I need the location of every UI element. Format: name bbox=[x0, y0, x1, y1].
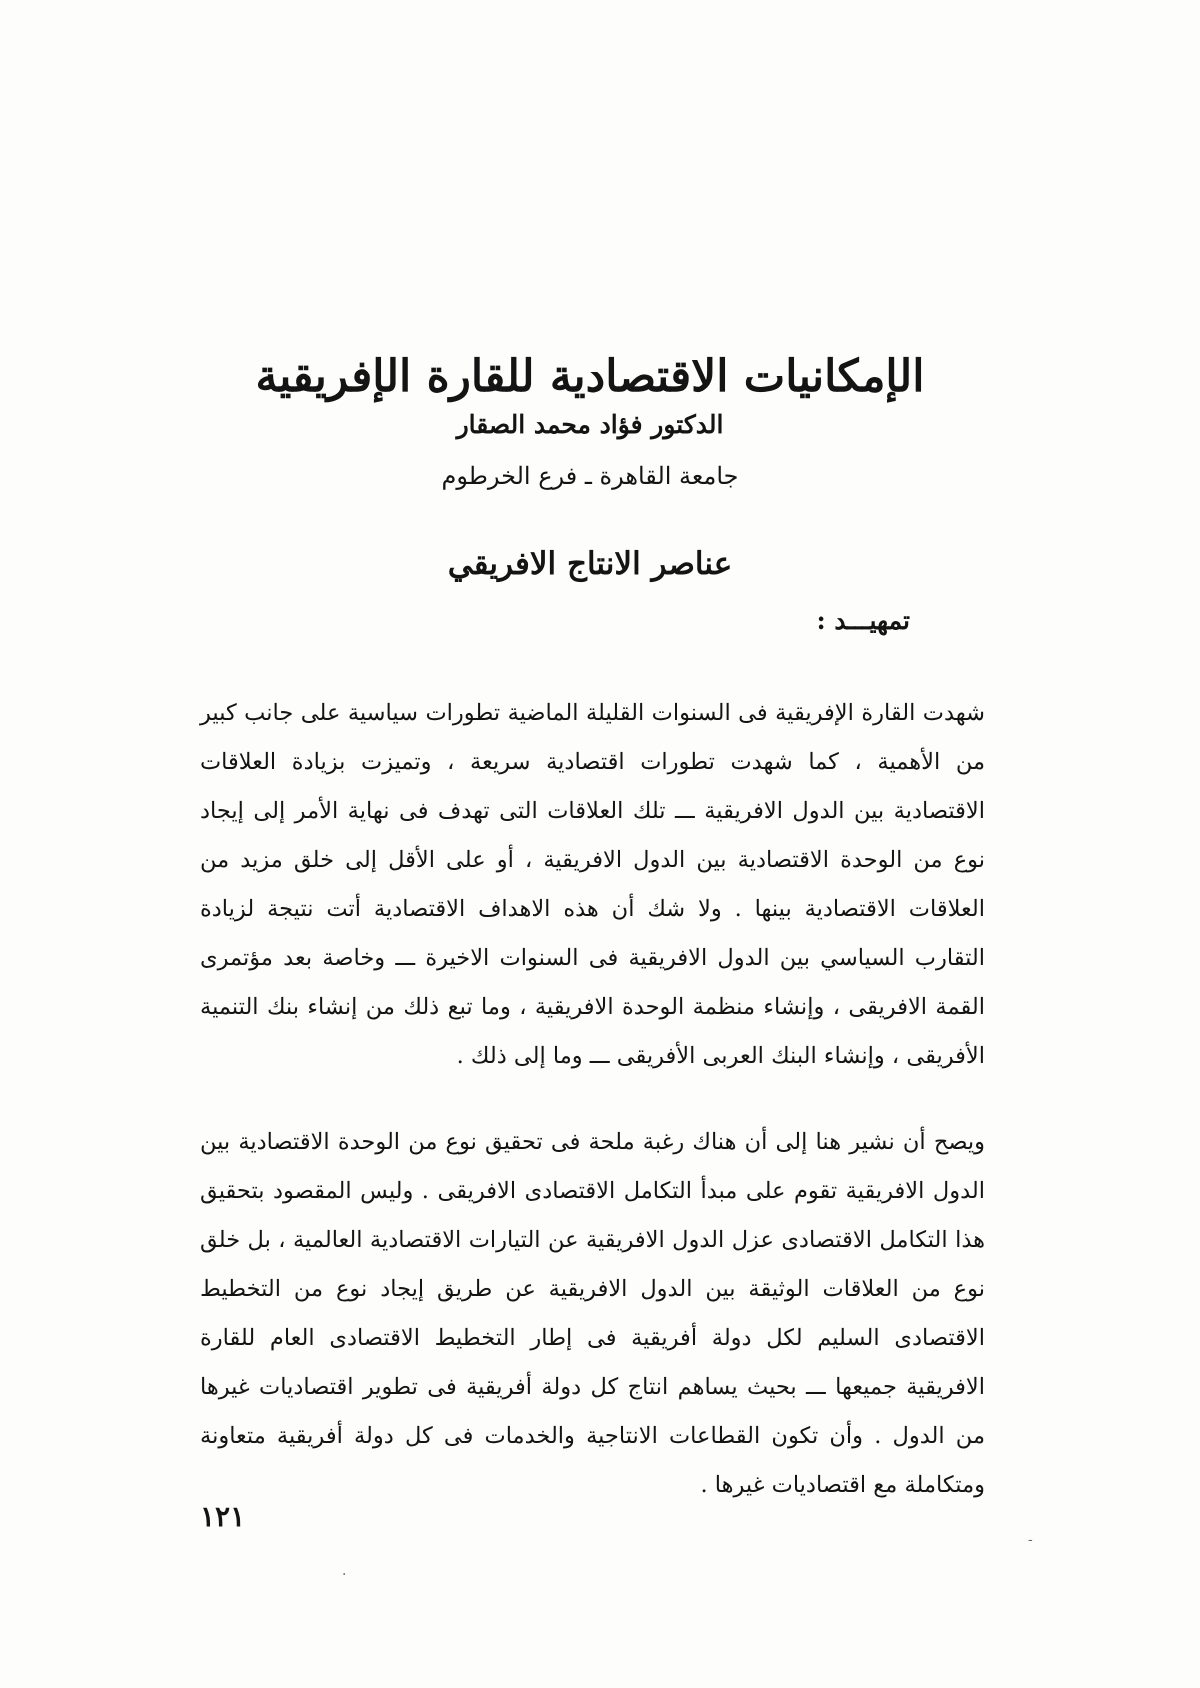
paragraph-2: ويصح أن نشير هنا إلى أن هناك رغبة ملحة فى تحقيق نوع من الوحدة الاقتصادية بين الدول الافريقية تقوم على مبدأ التكامل الاقتصادى الافريقى . وليس المقصود بتحقيق هذا التكامل الاقتصادى عزل الدول الافريقية عن التيارات الاقتصادية العالمية ، بل خلق نوع من العلاقات الوثيقة بين الدول الافريقية عن طريق إيجاد نوع من التخطيط الاقتصادى السليم لكل دولة أفريقية فى إطار التخطيط الاقتصادى العام للقارة الافريقية جميعها ـــ بحيث يساهم انتاج كل دولة أفريقية فى تطوير اقتصاديات غيرها من الدول . وأن تكون القطاعات الانتاجية والخدمات فى كل دولة أفريقية متعاونة ومتكاملة مع اقتصاديات غيرها . bbox=[200, 1128, 985, 1498]
scan-artifact: · bbox=[342, 1567, 347, 1583]
paragraph-1: شهدت القارة الإفريقية فى السنوات القليلة الماضية تطورات سياسية على جانب كبير من الأهمية ، كما شهدت تطورات اقتصادية سريعة ، وتميزت بزيادة العلاقات الاقتصادية بين الدول الافريقية ـــ تلك العلاقات التى تهدف فى نهاية الأمر إلى إيجاد نوع من الوحدة الاقتصادية بين الدول الافريقية ، أو على الأقل إلى خلق مزيد من العلاقات الاقتصادية بينها . ولا شك أن هذه الاهداف الاقتصادية أتت نتيجة لزيادة التقارب السياسي بين الدول الافريقية فى السنوات الاخيرة ـــ وخاصة بعد مؤتمرى القمة الافريقى ، وإنشاء منظمة الوحدة الافريقية ، وما تبع ذلك من إنشاء بنك التنمية الأفريقى ، وإنشاء البنك العربى الأفريقى ـــ وما إلى ذلك . bbox=[200, 699, 985, 1069]
section-title: عناصر الانتاج الافريقي bbox=[447, 545, 733, 582]
author-name: الدكتور فؤاد محمد الصقار bbox=[456, 410, 724, 439]
document-title: الإمكانيات الاقتصادية للقارة الإفريقية bbox=[255, 351, 925, 403]
page-number: ١٢١ bbox=[200, 1500, 246, 1533]
intro-heading: تمهيـــد : bbox=[816, 606, 910, 635]
author-affiliation: جامعة القاهرة ـ فرع الخرطوم bbox=[441, 462, 739, 490]
scan-artifact: - bbox=[1028, 1532, 1033, 1548]
